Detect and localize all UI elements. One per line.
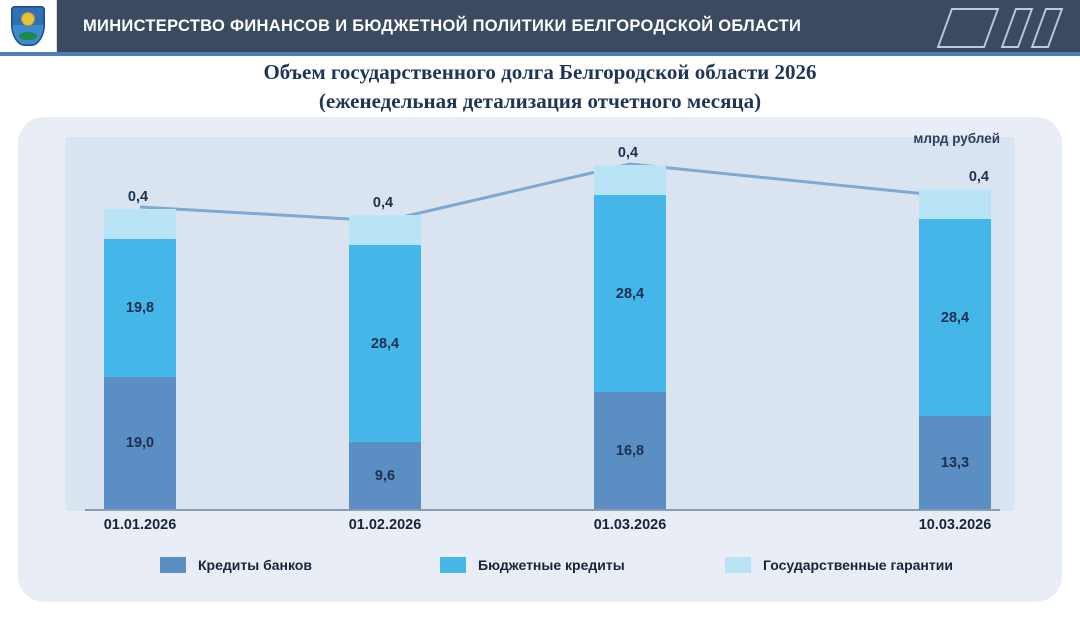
x-axis-line bbox=[85, 509, 1000, 511]
bar-group-1[interactable] bbox=[104, 189, 176, 509]
legend-swatch-bank-icon bbox=[160, 557, 186, 573]
bar-segment-guarantee-2[interactable]: 0,4 bbox=[349, 215, 421, 245]
app-header bbox=[0, 0, 1080, 52]
bar-group-3[interactable] bbox=[594, 145, 666, 509]
x-axis-labels bbox=[65, 517, 1015, 541]
header-decoration bbox=[926, 0, 1066, 52]
bar-segment-bank-3[interactable]: 16,8 bbox=[594, 392, 666, 509]
bottom-strip bbox=[0, 605, 1080, 633]
bar-segment-budget-1[interactable]: 19,8 bbox=[104, 239, 176, 377]
coat-of-arms-icon bbox=[11, 6, 45, 46]
header-title: МИНИСТЕРСТВО ФИНАНСОВ И БЮДЖЕТНОЙ ПОЛИТИКИ БЕЛГОРОДСКОЙ ОБЛАСТИ bbox=[83, 16, 802, 35]
bar-segment-bank-4[interactable]: 13,3 bbox=[919, 416, 991, 509]
x-tick-3: 01.03.2026 bbox=[593, 517, 667, 533]
bar-segment-guarantee-4[interactable]: 0,4 bbox=[919, 189, 991, 219]
legend-item-bank[interactable] bbox=[160, 557, 312, 573]
legend-label-guarantee: Государственные гарантии bbox=[763, 557, 953, 573]
bar-segment-budget-3[interactable]: 28,4 bbox=[594, 195, 666, 392]
x-tick-2: 01.02.2026 bbox=[348, 517, 422, 533]
legend-swatch-guarantee-icon bbox=[725, 557, 751, 573]
x-tick-4: 10.03.2026 bbox=[918, 517, 992, 533]
chart-panel bbox=[18, 117, 1062, 602]
bar-group-4[interactable] bbox=[919, 169, 991, 509]
header-underline bbox=[0, 52, 1080, 56]
emblem-logo bbox=[0, 0, 57, 52]
bar-group-2[interactable] bbox=[349, 195, 421, 509]
bar-segment-guarantee-3[interactable]: 0,4 bbox=[594, 165, 666, 195]
legend-label-bank: Кредиты банков bbox=[198, 557, 312, 573]
bar-segment-bank-2[interactable]: 9,6 bbox=[349, 442, 421, 509]
units-label: млрд рублей bbox=[913, 131, 1000, 146]
bar-segment-bank-1[interactable]: 19,0 bbox=[104, 377, 176, 509]
bar-segment-budget-4[interactable]: 28,4 bbox=[919, 219, 991, 416]
legend-label-budget: Бюджетные кредиты bbox=[478, 557, 625, 573]
x-tick-1: 01.01.2026 bbox=[103, 517, 177, 533]
page-title bbox=[0, 58, 1080, 116]
chart-title-line1: Объем государственного долга Белгородской области 2026 bbox=[263, 60, 817, 84]
chart-title-line2: (еженедельная детализация отчетного месяца) bbox=[318, 89, 762, 113]
plot-area bbox=[65, 137, 1015, 511]
deco-slash-icon bbox=[1001, 8, 1034, 48]
deco-slash-icon bbox=[937, 8, 1000, 48]
deco-slash-icon bbox=[1031, 8, 1064, 48]
bar-segment-budget-2[interactable]: 28,4 bbox=[349, 245, 421, 442]
chart-legend bbox=[65, 557, 1015, 587]
legend-item-guarantee[interactable] bbox=[725, 557, 953, 573]
legend-swatch-budget-icon bbox=[440, 557, 466, 573]
bar-segment-guarantee-1[interactable]: 0,4 bbox=[104, 209, 176, 239]
legend-item-budget[interactable] bbox=[440, 557, 625, 573]
